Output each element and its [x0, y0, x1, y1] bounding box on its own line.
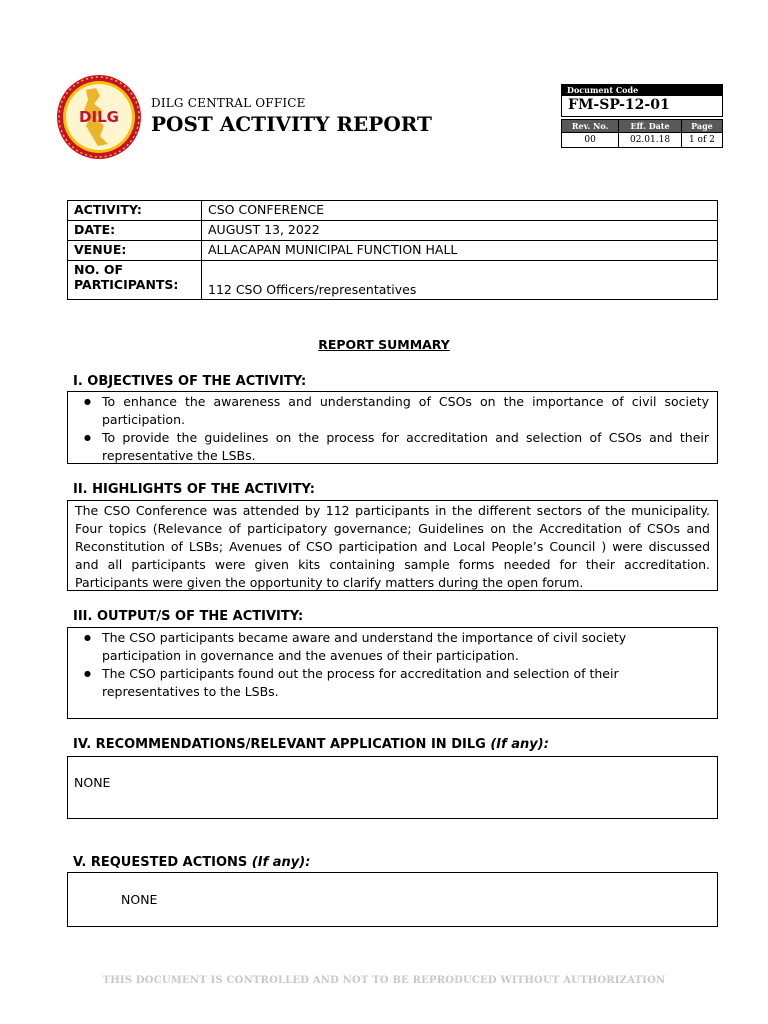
highlights-heading: II. HIGHLIGHTS OF THE ACTIVITY:: [73, 482, 315, 497]
requested-actions-box: [67, 872, 718, 927]
output-item: ● The CSO participants became aware and understand the importance of civil society participation in governance and the avenues of their participation.: [76, 629, 709, 665]
recommendations-box: [67, 756, 718, 819]
report-summary-title: REPORT SUMMARY: [318, 337, 450, 352]
date-label: DATE:: [68, 221, 202, 241]
svg-text:DILG: DILG: [79, 108, 119, 126]
objective-item: ● To provide the guidelines on the process for accreditation and selection of CSOs and their representative the LSBs.: [76, 429, 709, 465]
activity-value: CSO CONFERENCE: [202, 201, 718, 221]
activity-label: ACTIVITY:: [68, 201, 202, 221]
venue-label: VENUE:: [68, 241, 202, 261]
page-header: Page: [681, 120, 722, 133]
revision-table: [561, 119, 723, 148]
recommendations-heading-note: (If any):: [490, 737, 549, 752]
office-name: DILG CENTRAL OFFICE: [151, 96, 306, 110]
recommendations-heading-text: IV. RECOMMENDATIONS/RELEVANT APPLICATION IN DILG: [73, 737, 486, 752]
activity-info-table: [67, 200, 718, 300]
dilg-seal-logo: [56, 74, 142, 160]
venue-value: ALLACAPAN MUNICIPAL FUNCTION HALL: [202, 241, 718, 261]
recommendations-heading: [73, 737, 549, 752]
participants-label: [68, 261, 202, 300]
eff-date-value: 02.01.18: [619, 133, 682, 148]
objectives-heading: I. OBJECTIVES OF THE ACTIVITY:: [73, 374, 307, 389]
highlights-text: The CSO Conference was attended by 112 participants in the different sectors of the municipality. Four topics (Relevance of participatory governance; Guidelines on the Accreditation of CSOs and Reconstitution of LSBs; Avenues of CSO participation and Local People’s Council ) were discussed and all participants were given kits containing sample forms needed for their accreditation. Participants were given the opportunity to clarify matters during the open forum.: [75, 503, 710, 590]
outputs-heading: III. OUTPUT/S OF THE ACTIVITY:: [73, 609, 304, 624]
document-code-label: Document Code: [561, 84, 723, 96]
recommendations-text: NONE: [74, 775, 111, 790]
output-item: ● The CSO participants found out the process for accreditation and selection of their representatives to the LSBs.: [76, 665, 709, 701]
participants-label-line2: PARTICIPANTS:: [74, 277, 179, 292]
document-code-box: [561, 84, 723, 117]
rev-no-header: Rev. No.: [562, 120, 619, 133]
requested-actions-heading-text: V. REQUESTED ACTIONS: [73, 855, 248, 870]
page-value: 1 of 2: [681, 133, 722, 148]
requested-actions-heading-note: (If any):: [251, 855, 311, 870]
rev-no-value: 00: [562, 133, 619, 148]
objectives-box: [67, 391, 718, 464]
participants-label-line1: NO. OF: [74, 262, 124, 277]
outputs-box: [67, 627, 718, 719]
highlights-box: [67, 500, 718, 591]
report-title: POST ACTIVITY REPORT: [151, 112, 432, 136]
objective-item: ● To enhance the awareness and understanding of CSOs on the importance of civil society participation.: [76, 393, 709, 429]
eff-date-header: Eff. Date: [619, 120, 682, 133]
document-code: FM-SP-12-01: [561, 96, 723, 117]
controlled-document-footer: THIS DOCUMENT IS CONTROLLED AND NOT TO BE REPRODUCED WITHOUT AUTHORIZATION: [102, 975, 666, 986]
date-value: AUGUST 13, 2022: [202, 221, 718, 241]
participants-value: 112 CSO Officers/representatives: [202, 261, 718, 300]
requested-actions-heading: [73, 855, 310, 870]
requested-actions-text: NONE: [121, 892, 158, 907]
